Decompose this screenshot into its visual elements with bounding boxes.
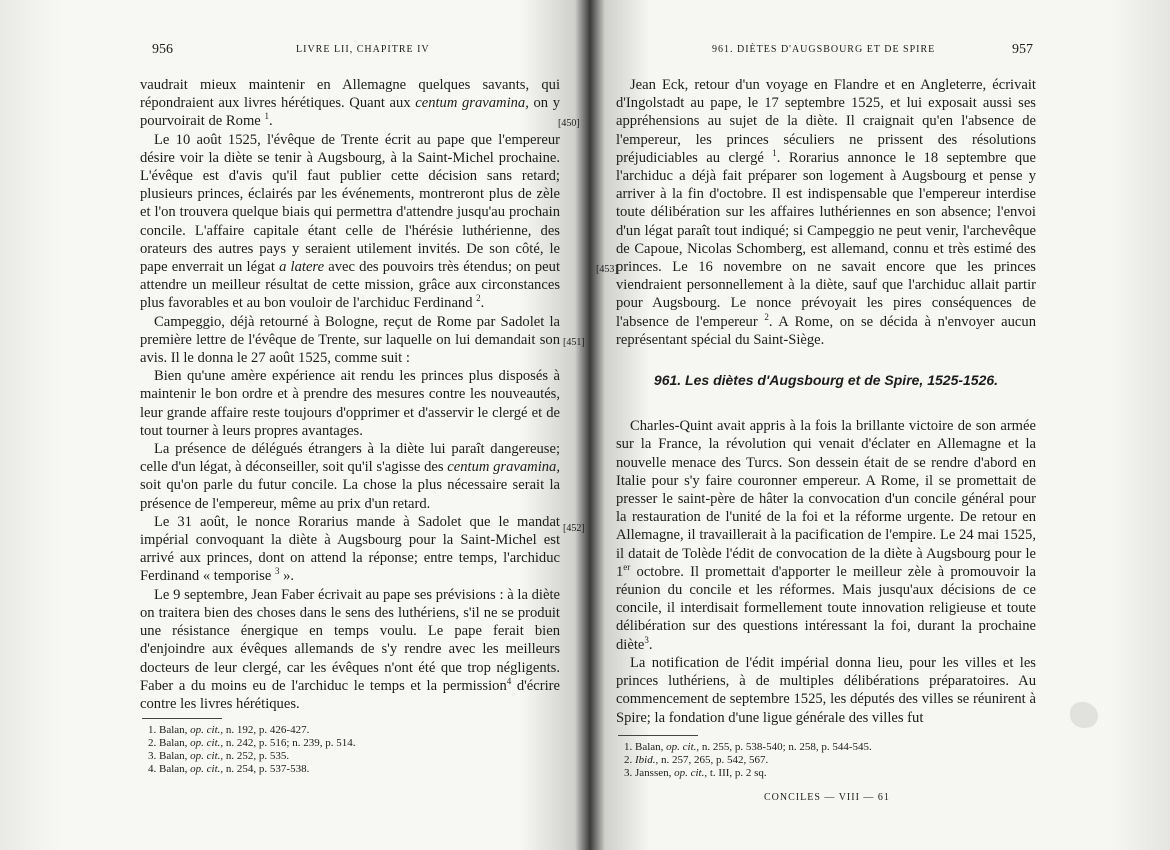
footnote: 2. Ibid., n. 257, 265, p. 542, 567. <box>624 754 769 766</box>
footnote-rule <box>142 718 222 719</box>
quoted-paragraph: La présence de délégués étrangers à la diète lui paraît dangereuse; celle d'un légat, à déconseiller, soit qu'il s'agisse des centum gravamina, soit qu'on parle du futur concile. La chose la plus nécessaire serait la présence de l'empereur, même au prix d'un retard. <box>140 441 560 512</box>
footnote: 3. Janssen, op. cit., t. III, p. 2 sq. <box>624 767 767 779</box>
footnote: 1. Balan, op. cit., n. 255, p. 538-540; n. 258, p. 544-545. <box>624 741 872 753</box>
paragraph: Charles-Quint avait appris à la fois la brillante victoire de son armée sur la France, la révolution qui venait d'éclater en Allemagne et la nouvelle menace des Turcs. Son dessein était de se rendre d'abord en Italie pour s'y faire couronner empereur. A Rome, il se promettait de presser le saint-père de hâter la convocation d'un concile général pour la restauration de l'unité de la foi et la réforme urgente. De retour en Allemagne, il travaillerait à la pacification de l'empire. Le 24 mai 1525, il datait de Tolède l'édit de convocation de la diète à Augsbourg pour le 1er octobre. Il promettait d'apporter le meilleur zèle à promouvoir la réunion du concile et les réformes. Mais jusqu'aux décisions de ce concile, il interdisait formellement toute innovation religieuse et toute délibération sur des questions intéressant la foi, durant la prochaine diète$^3$. <box>616 418 1036 653</box>
paragraph: Le 31 août, le nonce Rorarius mande à Sadolet que le mandat impérial convoquant la diète à Augsbourg pour la Saint-Michel est arrivé aux princes, dont on attend la réponse; entre temps, l'archiduc Ferdinand « temporise $^3$ ». <box>140 513 560 585</box>
paragraph: Jean Eck, retour d'un voyage en Flandre et en Angleterre, écrivait d'Ingolstadt au pape, le 17 septembre 1525, et lui exposait aussi ses appréhensions au sujet de la diète. Il craignait qu'en l'absence de l'empereur, les princes séculiers ne prissent des résolutions préjudiciables au clergé $^1$. Rorarius annonce le 18 septembre que l'archiduc a déjà fait préparer son logement à Augsbourg et pense y arriver à la fin d'octobre. Il est indispensable que l'empereur interdise toute délibération sur les affaires luthériennes en son absence; l'envoi d'un légat paraît tout indiqué; si Campeggio ne peut venir, l'archevêque de Capoue, Nicolas Schomberg, est allemand, connu et très estimé des princes. Le 16 novembre on ne savait encore que les princes viendraient personnellement à la diète, sauf que l'archiduc allait partir pour Augsbourg. Le nonce prévoyait les pires conséquences de l'absence de l'empereur $^2$. A Rome, on se décida à n'envoyer aucun représentant spécial du Saint-Siège. <box>616 77 1036 348</box>
paragraph: La notification de l'édit impérial donna lieu, pour les villes et les princes luthériens, à de multiples délibérations préparatoires. Au commencement de septembre 1525, les députés des villes se réunirent à Spire; la fondation d'une ligue générale des villes fut <box>616 654 1036 726</box>
right-footnotes <box>624 741 872 780</box>
folio-signature: CONCILES — VIII — 61 <box>764 792 890 803</box>
section-heading: 961. Les diètes d'Augsbourg et de Spire, 1525-1526. <box>653 372 999 389</box>
paragraph: Le 9 septembre, Jean Faber écrivait au pape ses prévisions : à la diète on traitera bien des choses dans le sens des luthériens, s'il ne se produit une résistance énergique en temps voulu. Le pape ferait bien d'enjoindre aux évêques allemands de s'y rendre avec les meilleurs docteurs de leur clergé, car les évêques n'ont été que trop négligents. Faber a du moins eu de l'archiduc le temps et la permission$^4$ d'écrire contre les livres hérétiques. <box>140 586 560 712</box>
right-body-text <box>616 76 1036 727</box>
footnote: 4. Balan, op. cit., n. 254, p. 537-538. <box>148 763 310 775</box>
right-page-number: 957 <box>1012 42 1033 57</box>
footnote-rule <box>618 735 698 736</box>
footnote: 3. Balan, op. cit., n. 252, p. 535. <box>148 750 290 762</box>
right-page <box>594 0 1170 850</box>
right-running-head: 961. DIÈTES D'AUGSBOURG ET DE SPIRE <box>712 44 936 55</box>
left-running-head: LIVRE LII, CHAPITRE IV <box>296 44 430 55</box>
paragraph: vaudrait mieux maintenir en Allemagne quelques savants, qui répondraient aux livres hérétiques. Quant aux centum gravamina, on y pourvoirait de Rome $^1$. <box>140 77 560 130</box>
paragraph: Campeggio, déjà retourné à Bologne, reçut de Rome par Sadolet la première lettre de l'évêque de Trente, sur laquelle on lui demandait son avis. Il le donna le 27 août 1525, comme suit : <box>140 313 560 367</box>
left-body-text <box>140 76 560 713</box>
left-page-number: 956 <box>152 42 173 57</box>
footnote: 1. Balan, op. cit., n. 192, p. 426-427. <box>148 724 310 736</box>
footnote: 2. Balan, op. cit., n. 242, p. 516; n. 239, p. 514. <box>148 737 356 749</box>
margin-note-452: [452] <box>563 523 585 534</box>
paragraph: Le 10 août 1525, l'évêque de Trente écrit au pape que l'empereur désire voir la diète se tenir à Augsbourg, à la Saint-Michel prochaine. L'évêque est d'avis qu'il faut publier cette décision sans retard; plusieurs princes, éclairés par les événements, montreront plus de zèle et l'on trouvera quelque biais qui permettra d'attendre jusqu'au prochain concile. L'affaire capitale étant celle de l'hérésie luthérienne, des orateurs des autres pays y seraient utilement invités. De son côté, le pape enverrait un légat a latere avec des pouvoirs très étendus; on peut attendre un meilleur résultat de cette mission, grâce aux circonstances plus favorables et au bon vouloir de l'archiduc Ferdinand $^2$. <box>140 131 560 312</box>
margin-note-453: [453] <box>596 264 618 275</box>
margin-note-451: [451] <box>563 337 585 348</box>
left-footnotes <box>148 724 355 776</box>
page-smudge <box>1070 702 1098 728</box>
margin-note-450: [450] <box>558 118 580 129</box>
quoted-paragraph: Bien qu'une amère expérience ait rendu les princes plus disposés à maintenir le bon ordre et à prendre des mesures contre les nouveautés, leur grande affaire reste toujours d'opprimer et d'asservir le clergé et de tout tourner à leurs propres avantages. <box>140 368 560 439</box>
